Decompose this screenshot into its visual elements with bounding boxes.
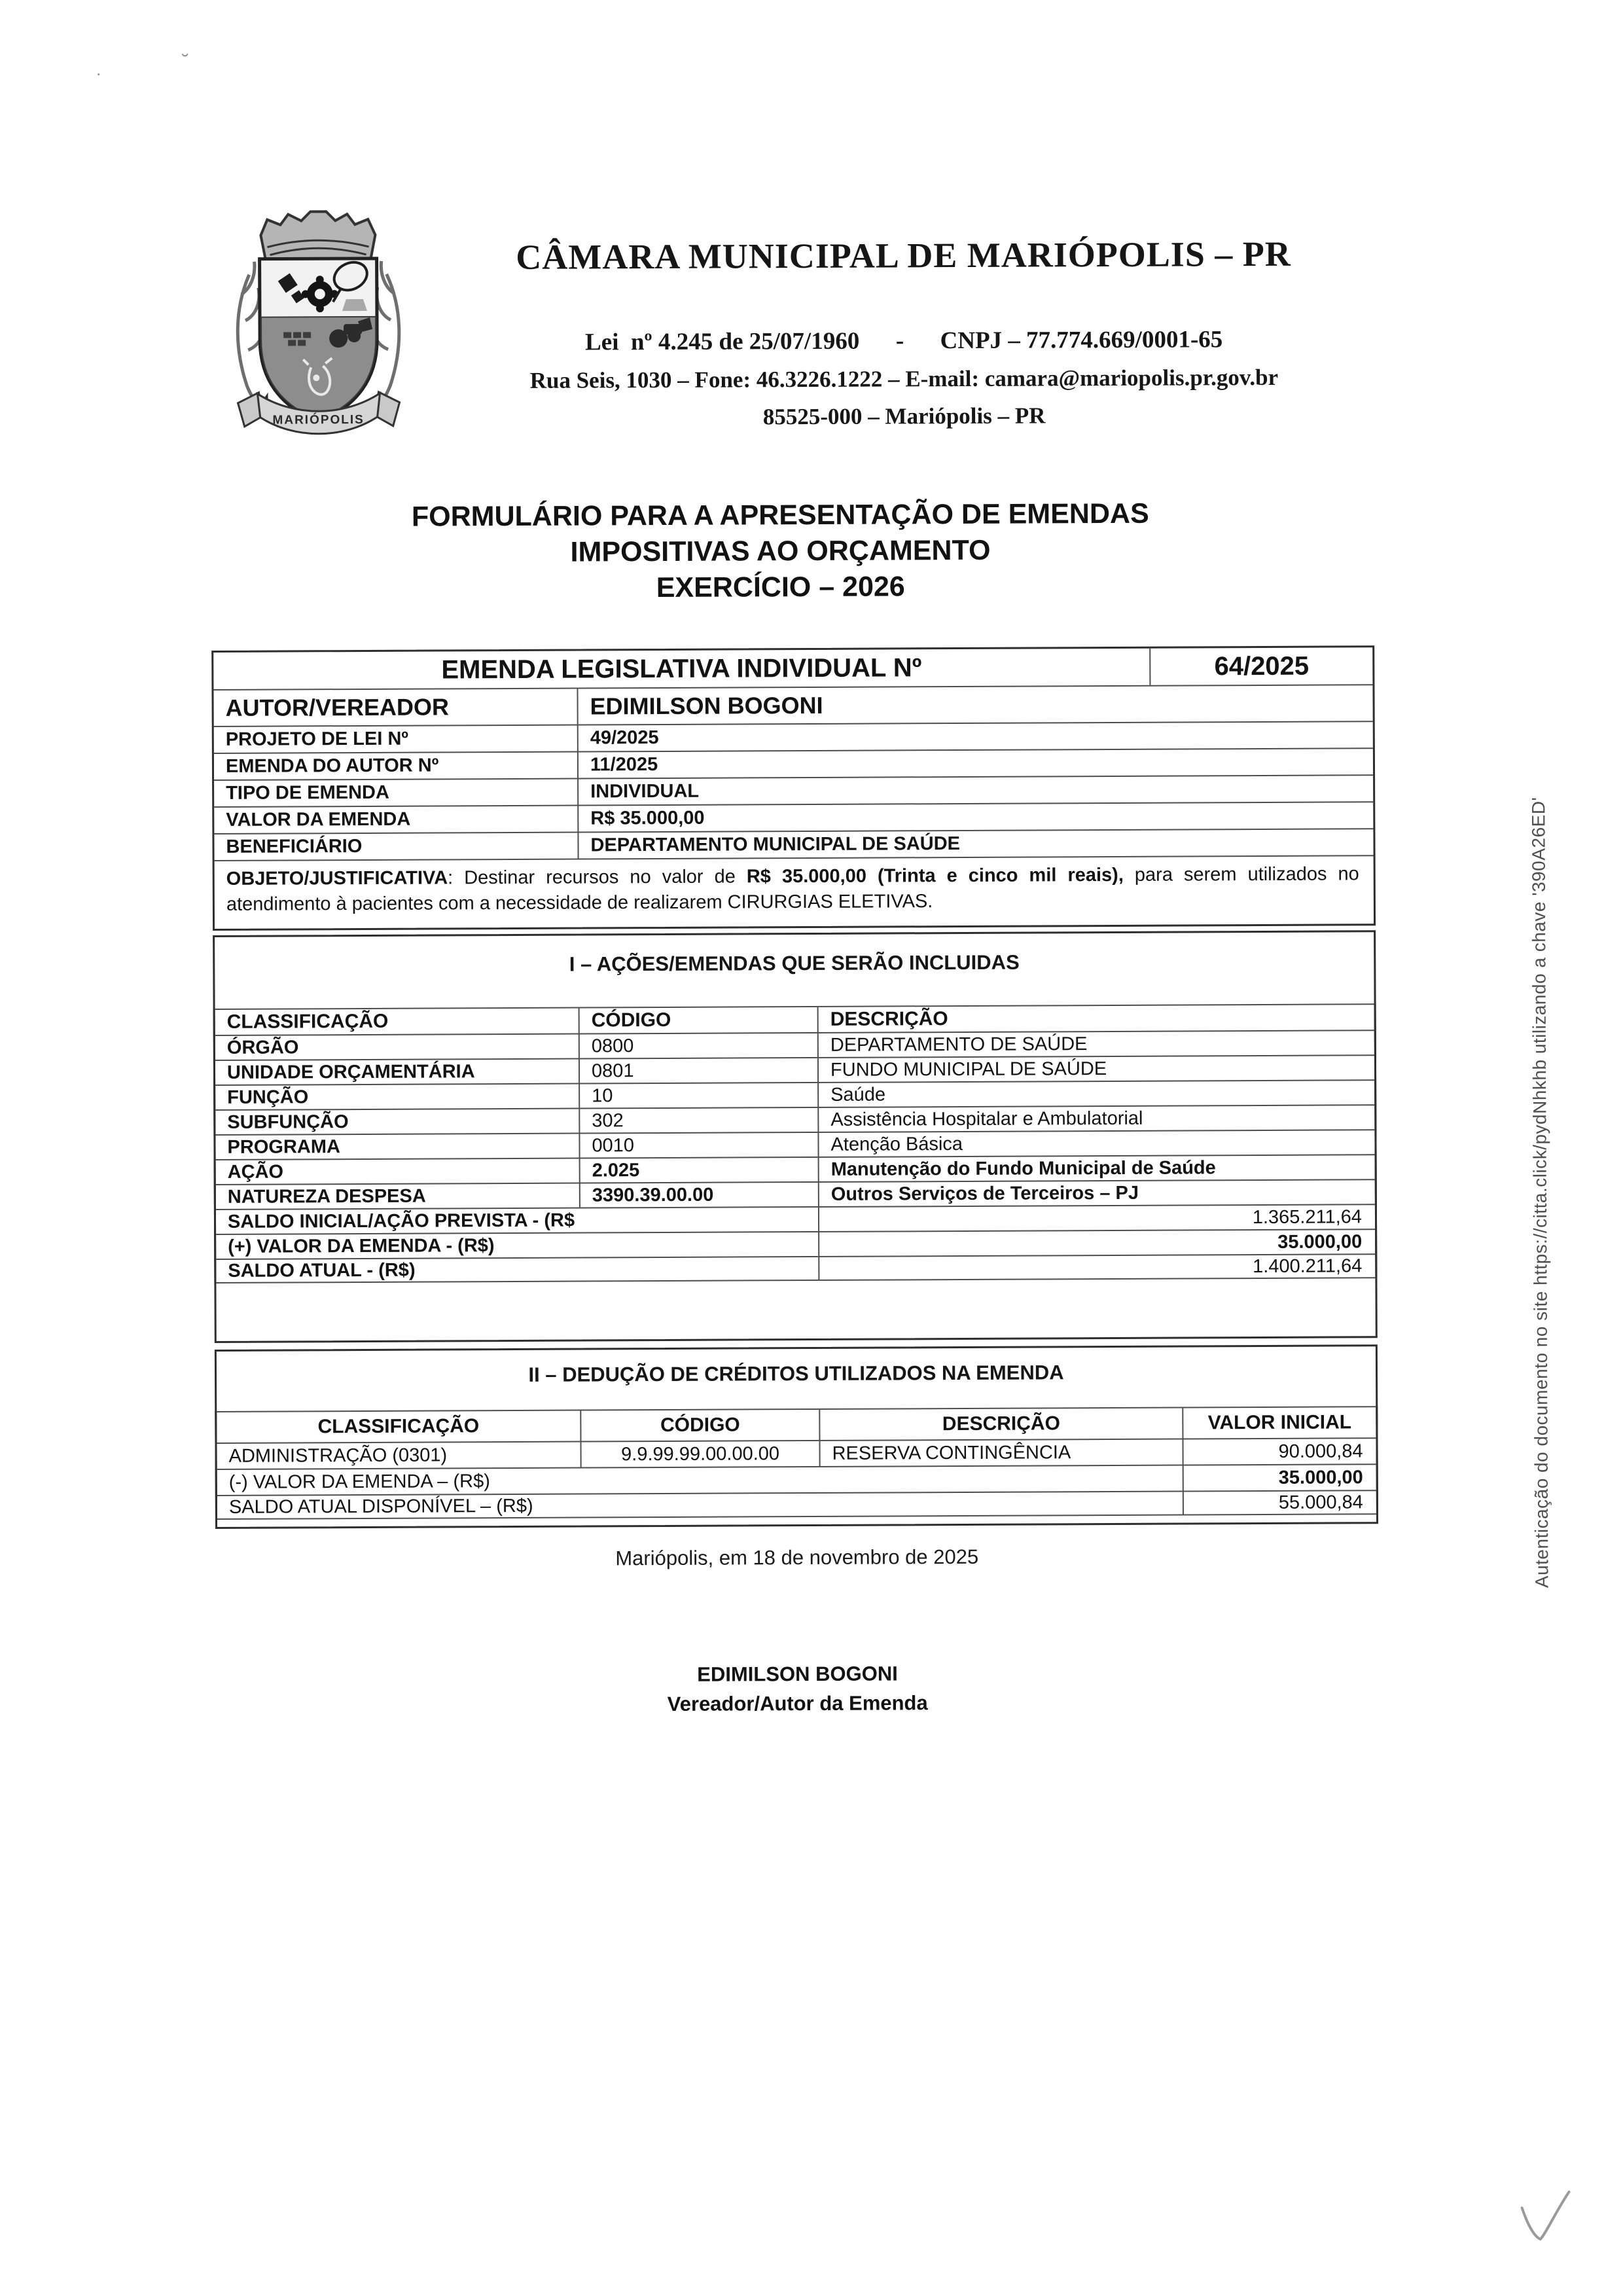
signature-role: Vereador/Autor da Emenda [667,1691,928,1715]
saldo-value: 35.000,00 [818,1230,1375,1256]
signature-name: EDIMILSON BOGONI [697,1662,898,1686]
saldo-row [216,1253,1375,1283]
row-value: DEPARTAMENTO MUNICIPAL DE SAÚDE [577,829,1373,858]
table-row [214,721,1373,753]
table-row [214,747,1373,780]
section2-title: II – DEDUÇÃO DE CRÉDITOS UTILIZADOS NA EMENDA [528,1361,1064,1386]
row-value: INDIVIDUAL [577,776,1373,804]
row-label: UNIDADE ORÇAMENTÁRIA [226,1060,475,1083]
section1-box [213,930,1378,1343]
col-descricao: DESCRIÇÃO [817,1005,1374,1032]
row-label: FUNÇÃO [227,1086,309,1108]
row-label: NATUREZA DESPESA [227,1185,426,1208]
table-row [217,1437,1376,1469]
coat-of-arms-logo [215,196,422,455]
form-title-line3: EXERCÍCIO – 2026 [656,571,905,604]
table-header-row [215,1003,1374,1035]
row-desc: DEPARTAMENTO DE SAÚDE [817,1031,1374,1057]
deduction-row [217,1490,1376,1520]
scan-speck: ˘ [182,51,189,73]
objeto-text-1: : Destinar recursos no valor de [448,866,747,889]
org-name: CÂMARA MUNICIPAL DE MARIÓPOLIS – PR [516,234,1291,277]
row-desc: Atenção Básica [817,1130,1374,1157]
row-value: 11/2025 [577,749,1373,778]
col-valor-inicial: VALOR INICIAL [1182,1407,1376,1438]
table-row [216,1179,1375,1209]
row-code: 3390.39.00.00 [579,1183,818,1208]
deduction-label: SALDO ATUAL DISPONÍVEL – (R$) [228,1495,533,1518]
section2-box [215,1344,1378,1529]
row-value: R$ 35.000,00 [577,802,1373,831]
table-row [215,1054,1374,1085]
row-desc: Saúde [817,1081,1374,1107]
section1-title: I – AÇÕES/EMENDAS QUE SERÃO INCLUIDAS [569,950,1020,976]
row-desc: Outros Serviços de Terceiros – PJ [818,1180,1375,1206]
row-classificacao: ADMINISTRAÇÃO (0301) [228,1444,448,1467]
table-row [216,1154,1375,1184]
emenda-header-label: EMENDA LEGISLATIVA INDIVIDUAL Nº [441,653,922,684]
emenda-number: 64/2025 [1149,647,1372,685]
deduction-value: 35.000,00 [1183,1465,1376,1490]
table-row [213,647,1372,689]
col-codigo: CÓDIGO [580,1410,819,1441]
handwritten-check-mark [1507,2189,1579,2258]
shield [260,257,378,422]
row-code: 0800 [579,1033,817,1058]
deduction-label: (-) VALOR DA EMENDA – (R$) [228,1470,490,1493]
deduction-value: 55.000,84 [1183,1491,1376,1514]
row-code: 2.025 [579,1158,818,1183]
row-descricao: RESERVA CONTINGÊNCIA [819,1440,1182,1466]
date-line: Mariópolis, em 18 de novembro de 2025 [615,1545,979,1570]
row-label: TIPO DE EMENDA [226,781,389,804]
table-row [215,1030,1374,1060]
row-label: PROGRAMA [227,1136,340,1158]
saldo-row [216,1229,1375,1259]
row-label: ÓRGÃO [226,1036,299,1058]
mural-crown [260,211,375,259]
table-row [215,1079,1374,1109]
table-header-row [217,1406,1376,1443]
objeto-bold-value: R$ 35.000,00 (Trinta e cinco mil reais), [746,864,1124,888]
saldo-label: (+) VALOR DA EMENDA - (R$) [228,1234,495,1257]
emenda-id-table [211,645,1376,931]
row-desc: Assistência Hospitalar e Ambulatorial [817,1105,1374,1132]
table-row [213,684,1372,726]
row-codigo: 9.9.99.99.00.00.00 [580,1441,819,1467]
section2-table [215,1406,1378,1520]
table-row [214,828,1373,860]
law-cnpj-line: Lei nº 4.245 de 25/07/1960 - CNPJ – 77.774.669/0001-65 [584,326,1223,356]
row-code: 302 [579,1108,817,1133]
col-descricao: DESCRIÇÃO [819,1408,1182,1440]
section1-table [213,1003,1378,1283]
saldo-row [216,1204,1375,1234]
saldo-value: 1.400.211,64 [818,1255,1375,1280]
deduction-row [217,1463,1376,1495]
table-row [215,1129,1374,1159]
scan-speck: · [96,63,102,83]
row-label: BENEFICIÁRIO [226,835,363,857]
objeto-text-2: para serem utilizados no atendimento à pacientes com a necessidade de realizarem CIRURGIAS ELETIVAS. [226,863,1359,915]
table-row [214,774,1373,806]
form-title-line1: FORMULÁRIO PARA A APRESENTAÇÃO DE EMENDAS [411,497,1149,533]
authentication-strip: Autenticação do documento no site https://citta.click/pydNhkhb utilizando a chave '390A26ED' [1528,797,1552,1588]
row-desc: FUNDO MUNICIPAL DE SAÚDE [817,1056,1374,1082]
row-code: 0010 [579,1133,817,1158]
row-label: SUBFUNÇÃO [227,1111,349,1133]
row-label: VALOR DA EMENDA [226,808,411,831]
table-row [214,801,1373,833]
form-title [230,495,1330,608]
row-label: AÇÃO [227,1161,284,1183]
col-classificacao: CLASSIFICAÇÃO [226,1010,389,1033]
table-row [215,1104,1374,1134]
row-valor: 90.000,84 [1182,1439,1376,1464]
row-code: 0801 [579,1058,817,1083]
logo-banner-text: MARIÓPOLIS [272,412,365,427]
saldo-label: SALDO ATUAL - (R$) [228,1259,416,1282]
coat-of-arms-graphic [215,196,422,452]
row-label: AUTOR/VEREADOR [225,693,450,721]
row-label: EMENDA DO AUTOR Nº [225,755,439,777]
row-code: 10 [579,1083,817,1108]
city-line: 85525-000 – Mariópolis – PR [762,403,1046,430]
col-codigo: CÓDIGO [579,1007,817,1033]
row-value: EDIMILSON BOGONI [577,685,1372,724]
row-desc: Manutenção do Fundo Municipal de Saúde [818,1155,1375,1181]
row-value: 49/2025 [577,722,1373,751]
row-label: PROJETO DE LEI Nº [225,728,409,750]
col-classificacao: CLASSIFICAÇÃO [317,1415,480,1438]
form-title-line2: IMPOSITIVAS AO ORÇAMENTO [570,534,991,568]
address-line: Rua Seis, 1030 – Fone: 46.3226.1222 – E-mail: camara@mariopolis.pr.gov.br [529,364,1279,393]
saldo-label: SALDO INICIAL/AÇÃO PREVISTA - (R$ [227,1210,575,1232]
saldo-value: 1.365.211,64 [818,1205,1375,1231]
objeto-row [215,855,1374,931]
objeto-label: OBJETO/JUSTIFICATIVA [226,867,448,889]
objeto-justificativa [215,856,1374,918]
